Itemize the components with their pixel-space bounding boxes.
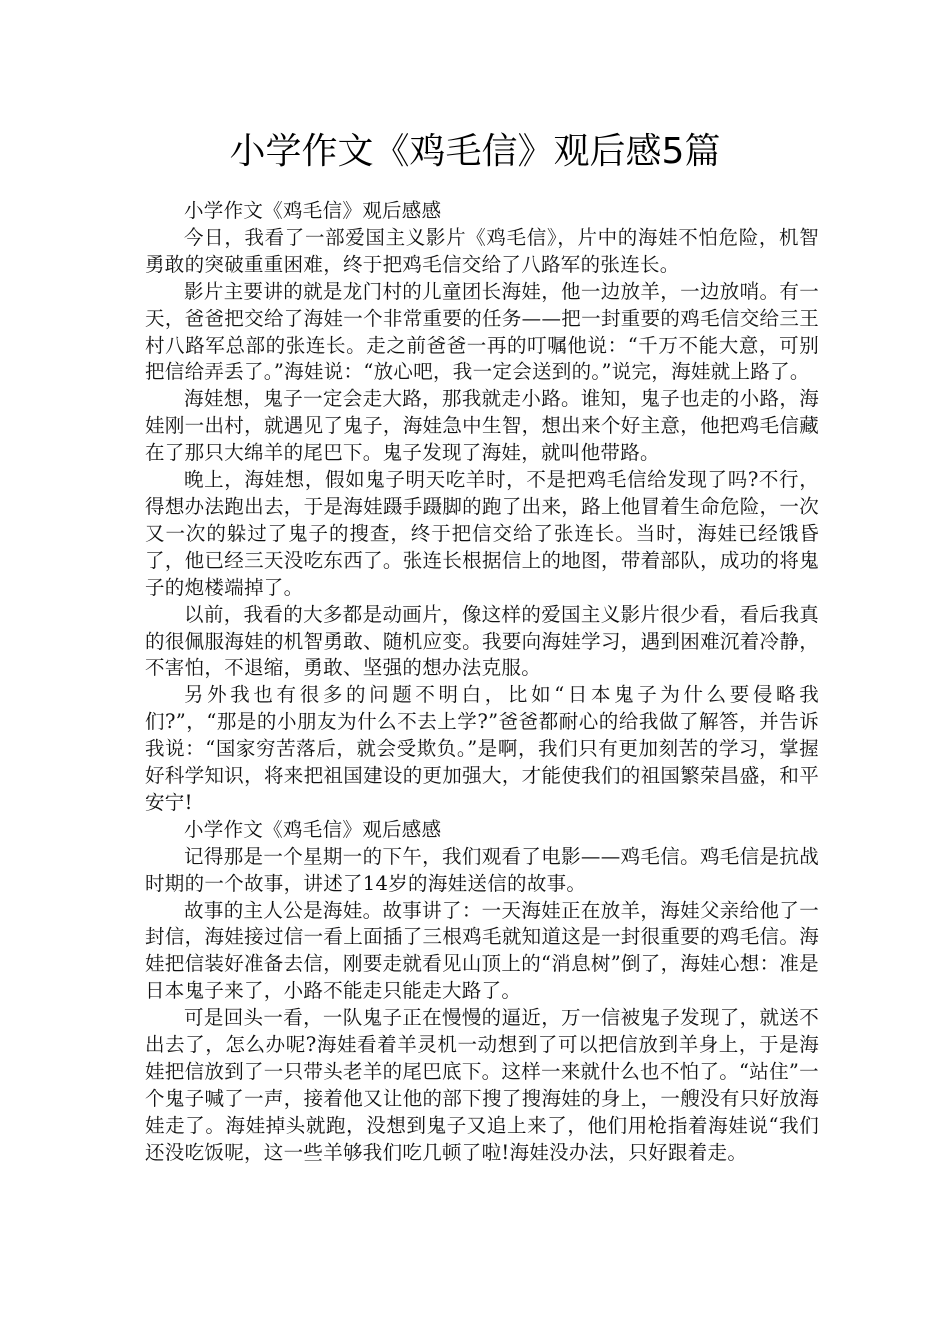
paragraph: 可是回头一看，一队鬼子正在慢慢的逼近，万一信被鬼子发现了，就送不出去了，怎么办呢?海娃看着羊灵机一动想到了可以把信放到羊身上，于是海娃把信放到了一只带头老羊的尾巴底下。这样一来就什么也不怕了。“站住”一个鬼子喊了一声，接着他又让他的部下搜了搜海娃的身上，一艘没有只好放海娃走了。海娃掉头就跑，没想到鬼子又追上来了，他们用枪指着海娃说“我们还没吃饭呢，这一些羊够我们吃几顿了啦!海娃没办法，只好跟着走。 bbox=[145, 1006, 819, 1164]
section-heading: 小学作文《鸡毛信》观后感感 bbox=[184, 199, 442, 222]
document-body bbox=[145, 198, 819, 1167]
document-title: 小学作文《鸡毛信》观后感5篇 bbox=[229, 131, 721, 172]
paragraph: 另外我也有很多的问题不明白，比如“日本鬼子为什么要侵略我们?”，“那是的小朋友为什么不去上学?”爸爸都耐心的给我做了解答，并告诉我说：“国家穷苦落后，就会受欺负。”是啊，我们只有更加刻苦的学习，掌握好科学知识，将来把祖国建设的更加强大，才能使我们的祖国繁荣昌盛，和平安宁! bbox=[145, 683, 819, 814]
paragraph: 故事的主人公是海娃。故事讲了：一天海娃正在放羊，海娃父亲给他了一封信，海娃接过信一看上面插了三根鸡毛就知道这是一封很重要的鸡毛信。海娃把信装好准备去信，刚要走就看见山顶上的“消息树”倒了，海娃心想：准是日本鬼子来了，小路不能走只能走大路了。 bbox=[145, 898, 819, 1003]
paragraph: 以前，我看的大多都是动画片，像这样的爱国主义影片很少看，看后我真的很佩服海娃的机智勇敢、随机应变。我要向海娃学习，遇到困难沉着冷静，不害怕，不退缩，勇敢、坚强的想办法克服。 bbox=[145, 602, 819, 680]
paragraph: 晚上，海娃想，假如鬼子明天吃羊时，不是把鸡毛信给发现了吗?不行，得想办法跑出去，于是海娃蹑手蹑脚的跑了出来，路上他冒着生命危险，一次又一次的躲过了鬼子的搜查，终于把信交给了张连长。当时，海娃已经饿昏了，他已经三天没吃东西了。张连长根据信上的地图，带着部队，成功的将鬼子的炮楼端掉了。 bbox=[145, 468, 819, 599]
paragraph: 影片主要讲的就是龙门村的儿童团长海娃，他一边放羊，一边放哨。有一天，爸爸把交给了海娃一个非常重要的任务——把一封重要的鸡毛信交给三王村八路军总部的张连长。走之前爸爸一再的叮嘱他说：“千万不能大意，可别把信给弄丢了。”海娃说：“放心吧，我一定会送到的。”说完，海娃就上路了。 bbox=[145, 279, 819, 384]
paragraph: 记得那是一个星期一的下午，我们观看了电影——鸡毛信。鸡毛信是抗战时期的一个故事，讲述了14岁的海娃送信的故事。 bbox=[145, 844, 819, 895]
paragraph: 今日，我看了一部爱国主义影片《鸡毛信》，片中的海娃不怕危险，机智勇敢的突破重重困难，终于把鸡毛信交给了八路军的张连长。 bbox=[145, 225, 819, 276]
section-heading: 小学作文《鸡毛信》观后感感 bbox=[184, 817, 442, 841]
paragraph: 海娃想，鬼子一定会走大路，那我就走小路。谁知，鬼子也走的小路，海娃刚一出村，就遇见了鬼子，海娃急中生智，想出来个好主意，他把鸡毛信藏在了那只大绵羊的尾巴下。鬼子发现了海娃，就叫他带路。 bbox=[145, 387, 819, 465]
